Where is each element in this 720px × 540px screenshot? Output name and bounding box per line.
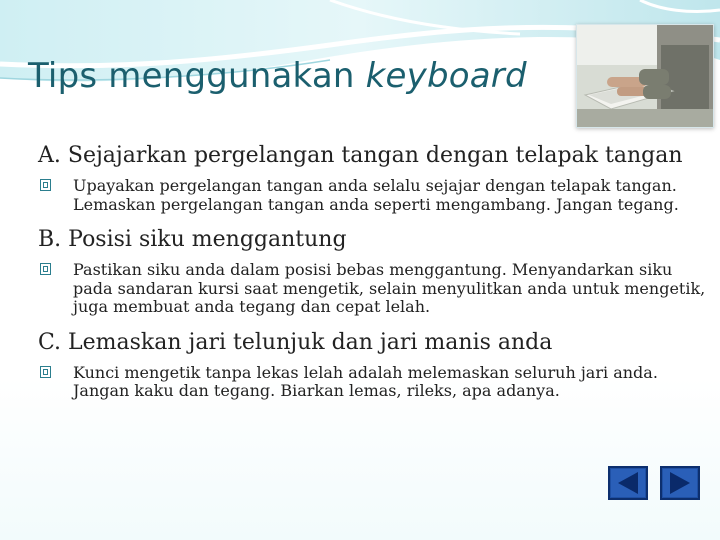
bullet-square-icon: [40, 179, 51, 191]
next-slide-button[interactable]: [660, 466, 700, 500]
bullet-text: Kunci mengetik tanpa lekas lelah adalah melemaskan seluruh jari anda. Jangan kaku dan tegang. Biarkan lemas, rileks, apa adanya.: [73, 362, 658, 400]
typing-photo: [576, 24, 714, 128]
section-b: [38, 226, 710, 317]
section-heading: B. Posisi siku menggantung: [38, 227, 347, 252]
triangle-right-icon: [662, 468, 698, 498]
content-area: [38, 142, 710, 401]
page-title: [28, 56, 527, 96]
title-text: Tips menggunakan: [28, 56, 366, 96]
bullet-square-icon: [40, 366, 51, 378]
section-heading: A. Sejajarkan pergelangan tangan dengan telapak tangan: [38, 143, 683, 168]
bullet-square-icon: [40, 263, 51, 275]
previous-slide-button[interactable]: [608, 466, 648, 500]
bullet-text: Pastikan siku anda dalam posisi bebas menggantung. Menyandarkan siku pada sandaran kursi saat mengetik, selain menyulitkan anda untuk mengetik, juga membuat anda tegang dan cepat lelah.: [73, 260, 706, 316]
section-heading: C. Lemaskan jari telunjuk dan jari manis anda: [38, 329, 553, 355]
list-item: [38, 177, 710, 214]
list-item: [38, 364, 710, 401]
triangle-left-icon: [610, 468, 646, 498]
bullet-text: Upayakan pergelangan tangan anda selalu sejajar dengan telapak tangan. Lemaskan pergelangan tangan anda seperti mengambang. Jangan tegang.: [73, 176, 679, 214]
list-item: [38, 261, 710, 317]
section-c: [38, 329, 710, 401]
section-a: [38, 142, 710, 214]
title-emphasis: keyboard: [365, 56, 527, 96]
